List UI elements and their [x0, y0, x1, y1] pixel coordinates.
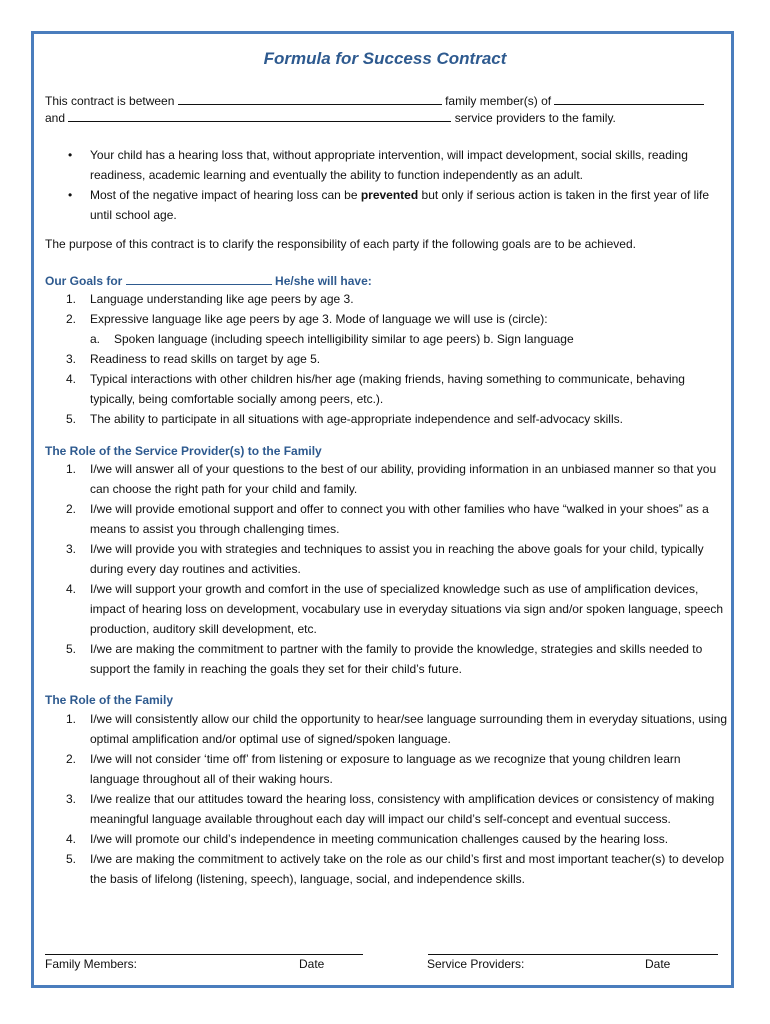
- list-item: 4. I/we will promote our child’s independence in meeting communication challenges caused by the hearing loss.: [66, 832, 669, 846]
- family-list: [66, 709, 731, 889]
- page-title: Formula for Success Contract: [263, 49, 507, 68]
- family-members-label: Family Members:: [45, 957, 138, 971]
- service-provider-blank[interactable]: [68, 110, 451, 122]
- list-item: 2. I/we will not consider ‘time off’ from listening or exposure to language as we recognize that young children learn language throughout all of their waking hours.: [66, 752, 681, 786]
- list-item: a. Spoken language (including speech intelligibility similar to age peers) b. Sign language: [90, 332, 574, 346]
- purpose-statement: The purpose of this contract is to clarify the responsibility of each party if the following goals are to be achieved.: [45, 237, 636, 251]
- child-goals-blank[interactable]: [126, 273, 272, 285]
- family-member-blank[interactable]: [178, 93, 442, 105]
- list-item: 3. Readiness to read skills on target by age 5.: [66, 352, 321, 366]
- provider-date-label: Date: [645, 957, 671, 971]
- family-date-label: Date: [299, 957, 325, 971]
- list-item: 3. I/we realize that our attitudes toward the hearing loss, consistency with amplification devices or consistency of making meaningful language available throughout each day will impact our child’s self-concept and eventual success.: [66, 792, 715, 826]
- providers-list: [66, 459, 731, 679]
- family-member-label: family member(s) of: [445, 94, 552, 108]
- list-item: 5. I/we are making the commitment to actively take on the role as our child’s first and most important teacher(s) to develop the basis of lifelong (listening, speech), language, social, and independence skills.: [66, 852, 725, 886]
- family-signature-line[interactable]: [45, 954, 363, 955]
- goals-heading: Our Goals for He/she will have:: [45, 274, 372, 288]
- and-label: and: [45, 111, 66, 125]
- contract-parties-line: [45, 93, 704, 108]
- service-provider-label: service providers to the family.: [454, 111, 616, 125]
- parties-label: This contract is between: [45, 94, 175, 108]
- service-providers-label: Service Providers:: [427, 957, 525, 971]
- list-item: 1. Language understanding like age peers by age 3.: [66, 292, 354, 306]
- intro-bullets: [68, 145, 723, 225]
- list-item: 4. Typical interactions with other children his/her age (making friends, having something to communicate, behaving typically, being comfortable socially among peers, etc.).: [66, 372, 685, 406]
- list-item: 4. I/we will support your growth and comfort in the use of specialized knowledge such as use of amplification devices, impact of hearing loss on development, vocabulary use in everyday situations via sign and/or spoken language, speech production, auditory skill development, etc.: [66, 582, 724, 636]
- family-heading: The Role of the Family: [45, 693, 174, 707]
- list-item: • Most of the negative impact of hearing loss can be prevented but only if serious action is taken in the first year of life until school age.: [68, 185, 723, 225]
- list-item: 3. I/we will provide you with strategies and techniques to assist you in reaching the above goals for your child, typically during every day routines and activities.: [66, 542, 704, 576]
- contract-providers-line: [45, 110, 616, 125]
- goals-list: [66, 289, 731, 429]
- provider-signature-line[interactable]: [428, 954, 718, 955]
- bullet-icon: •: [68, 188, 73, 202]
- list-item: 5. I/we are making the commitment to partner with the family to provide the knowledge, strategies and skills needed to support the family in reaching the goals they set for their child’s future.: [66, 642, 703, 676]
- providers-heading: The Role of the Service Provider(s) to the Family: [45, 444, 322, 458]
- list-item: • Your child has a hearing loss that, without appropriate intervention, will impact development, social skills, reading readiness, academic learning and eventually the ability to function independently as an adult.: [68, 145, 723, 185]
- list-item: 2. I/we will provide emotional support and offer to connect you with other families who have “walked in your shoes” as a means to assist you through challenging times.: [66, 502, 709, 536]
- list-item: 1. I/we will answer all of your questions to the best of our ability, providing information in an unbiased manner so that you can choose the right path for your child and family.: [66, 462, 717, 496]
- list-item: 2. Expressive language like age peers by age 3. Mode of language we will use is (circle):: [66, 312, 548, 326]
- bullet-icon: •: [68, 148, 73, 162]
- child-name-blank[interactable]: [554, 93, 704, 105]
- list-item: 1. I/we will consistently allow our child the opportunity to hear/see language surrounding them in everyday situations, using optimal amplification and/or optimal use of signed/spoken language.: [66, 712, 728, 746]
- list-item: 5. The ability to participate in all situations with age-appropriate independence and self-advocacy skills.: [66, 412, 623, 426]
